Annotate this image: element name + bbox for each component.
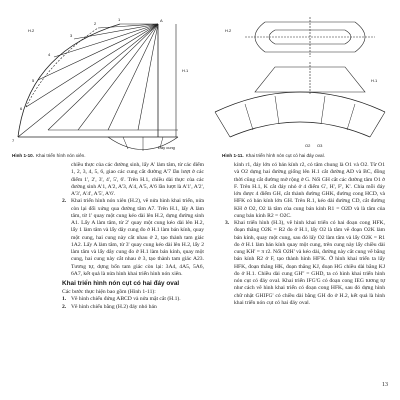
caption-number: Hình 1-10. xyxy=(12,153,34,158)
list-number: 3. xyxy=(225,220,230,226)
caption-number: Hình 1-11. xyxy=(222,153,244,158)
fig2-label-h2: H.2 xyxy=(225,28,232,33)
svg-text:2: 2 xyxy=(94,21,97,26)
list-number: 2. xyxy=(62,198,67,205)
oblique-cone-drawing xyxy=(8,12,198,152)
list-number: 2. xyxy=(62,303,67,310)
list-text: Vẽ hình chiếu đứng ABCD và nửa mặt cắt (H.1). xyxy=(71,296,181,303)
fig1-label-h1: H.1 xyxy=(182,68,189,73)
svg-text:4: 4 xyxy=(48,52,51,57)
fig2-label-h1: H.1 xyxy=(371,78,378,83)
list-item xyxy=(225,220,385,307)
list-item xyxy=(62,296,204,303)
paragraph: chiều thực của các đường sinh, lấy A' làm tâm, từ các điểm 1, 2, 3, 4, 5, 6, giao các cung cắt đường A'7 lần lượt ở các điểm 1', 2', 3', 4', 5', 6'. Trên H.1, chiều dài thực của các đường sinh A'1, A'2, A'3, A'4, A'5, A'6 lần lượt là A'1', A'2', A'3', A'4', A'5', A'6'. xyxy=(71,162,204,197)
fig1-label-base-arc: Đáy cung xyxy=(158,145,175,150)
left-text-column xyxy=(62,162,204,311)
svg-text:6: 6 xyxy=(20,106,23,111)
figure-oblique-cone xyxy=(8,12,198,152)
figure-caption-1-10 xyxy=(12,153,192,158)
section-heading: Khai triển hình nón cụt có hai đáy oval xyxy=(62,280,180,287)
list-item xyxy=(62,304,204,311)
list-text: Vẽ hình chiếu bằng (H.2) đáy nhỏ bán xyxy=(71,303,157,310)
svg-text:7: 7 xyxy=(12,138,15,143)
figure-caption-1-11 xyxy=(222,153,392,158)
caption-text: Khai triển hình nón xiên. xyxy=(35,153,86,158)
fig2-label-o3: O3 xyxy=(317,143,323,148)
paragraph: Các bước thực hiện bao gồm (Hình 1-11): xyxy=(62,289,156,295)
svg-text:1: 1 xyxy=(118,17,121,22)
list-text: Khai triển hình nón xiên (H.2), vẽ nửa hình khai triển, nửa còn lại đối xứng qua đường tâm A7. Trên H.1, lấy A làm tâm, từ 1' quay một cung kéo dài lên H.2, dựng đường sinh A1. Lấy A làm tâm, từ 2' quay một cung kéo dài lên H.2, lấy 1 làm tâm và lấy dây cung đo ở H.1 làm bán kính, quay một cung, hai cung này cắt nhau ở 2, tạo thành tam giác 1A2. Lấy A làm tâm, từ 3' quay cung kéo dài lên H.2, lấy 2 làm tâm và lấy dây cung đo ở H.1 làm bán kính, quay một cung, hai cung này cắt nhau ở 3, tạo thành tam giác A23. Tương tự, dựng bốn tam giác còn lại: 3A4, 4A5, 5A6, 6A7, kết quả là nửa hình khai triển hình nón xiên. xyxy=(71,198,204,277)
svg-text:3: 3 xyxy=(70,33,73,38)
svg-text:A: A xyxy=(160,18,163,23)
figure-oval-truncated-cone xyxy=(205,12,395,152)
oval-truncated-cone-drawing xyxy=(205,12,395,152)
list-number: 1. xyxy=(62,296,67,303)
paragraph: kính r1, đáy lớn có bán kính r2, có tâm chung là O1 và O2. Từ O1 và O2 dựng hai đường giống lên H.1 cắt đường AD và BC, đồng thời cũng cắt đường mở rộng ở G. Nối GH cắt các đường tâm O1 ở F. Trên H.1, K cắt đáy nhỏ ở 4 điểm G', H', F', K'. Chia mỗi đáy lớn được 4 điểm GH, cắt thành đường GHK, đường cong HCD, và HFK có bán kính lớn GH. Trên R.1, kéo dài đường CD, cắt đường KH ở O2, O2 là tâm của cung bán kính R1 = O2D và là tâm của cung bán kính R2 = O2C. xyxy=(234,162,385,219)
list-text: Khai triển hình (H.3), vẽ hình khai triển có hai đoạn cong HFK, đoạn thẳng O2K = R2 đo ở H.1, lấy O2 là tâm vẽ đoạn O2K làm bán kính, quay một cung, sau đó lấy O2 làm tâm và lấy O2K = R1 đo ở H.1 làm bán kính quay một cung, trên cung này lấy chiều dài cung KH' = π r2. Nối O2H' và kéo dài, đường này cắt cung vẽ bằng bán kính R2 ở F, tạo thành hình HF'K. Ở hình khai triển ta lấy HFK, đoạn thẳng HK, đoạn thẳng KJ, đoạn HG chiều dài bằng KJ đo ở H.1. Chiều dài cung GH'' = GHD, ta có hình khai triển hình nón cụt có đáy oval. Khai triển IFG'G có đoạn cong IEG tương tự như cách vẽ hình khai triển có đoạn cong HFK, sau đó dựng hình chữ nhật GHIFG' có chiều dài bằng GH đo ở H.2, kết quả là hình khai triển nón cụt có hai đáy oval. xyxy=(234,220,385,306)
list-item xyxy=(62,198,204,278)
right-text-column xyxy=(225,162,385,307)
fig1-label-h2: H.2 xyxy=(28,28,35,33)
svg-text:5: 5 xyxy=(32,78,35,83)
caption-text: Khai triển hình nón cụt có hai đáy oval. xyxy=(245,153,325,158)
page-number: 13 xyxy=(382,382,388,388)
fig2-label-o2: O2 xyxy=(305,143,311,148)
